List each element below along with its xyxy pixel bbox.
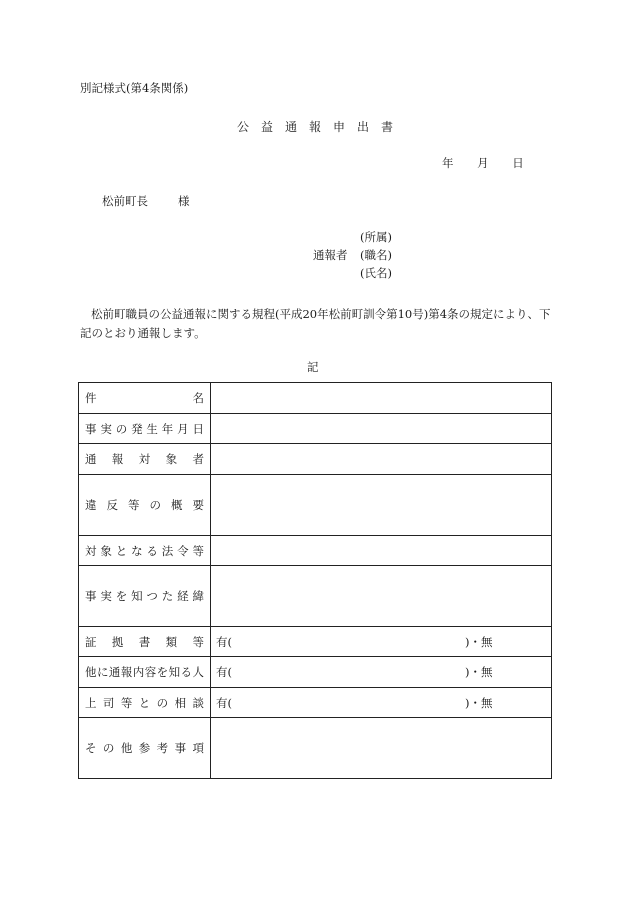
table-row (79, 414, 552, 444)
row-label: 他に通報内容を知る人 (79, 657, 211, 688)
reporter-position: (職名) (360, 248, 392, 262)
row-label: 事実を知つた経緯 (79, 566, 211, 627)
reporter-label: 通報者 (313, 248, 348, 262)
row-value-field[interactable] (211, 475, 552, 536)
reporter-affiliation: (所属) (360, 230, 392, 244)
row-label: その他参考事項 (79, 718, 211, 779)
table-row (79, 475, 552, 536)
row-label: 上司等との相談 (79, 688, 211, 718)
row-value-field[interactable] (211, 383, 552, 414)
yes-option: 有( (216, 665, 232, 679)
reporter-name: (氏名) (360, 266, 392, 280)
table-row (79, 383, 552, 414)
yes-option: 有( (216, 634, 232, 649)
table-row (79, 627, 552, 657)
addressee-honorific: 様 (178, 194, 190, 208)
row-value-field[interactable] (211, 718, 552, 779)
no-option: )・無 (465, 665, 493, 679)
table-row (79, 688, 552, 718)
form-label: 別記様式(第4条関係) (80, 81, 189, 95)
yes-option: 有( (216, 695, 232, 710)
row-value-field[interactable] (211, 536, 552, 566)
row-value-field[interactable] (211, 657, 552, 688)
table-row (79, 536, 552, 566)
addressee (102, 196, 190, 208)
row-value-field[interactable] (211, 566, 552, 627)
table-row (79, 566, 552, 627)
row-label: 件名 (79, 383, 211, 414)
table-row (79, 657, 552, 688)
report-table (78, 382, 552, 779)
row-label: 通報対象者 (79, 444, 211, 475)
no-option: )・無 (465, 634, 493, 649)
document-title: 公益通報申出書 (237, 120, 406, 134)
ki-heading: 記 (307, 360, 319, 374)
row-value-field[interactable] (211, 444, 552, 475)
row-value-field[interactable] (211, 414, 552, 444)
row-label: 違反等の概要 (79, 475, 211, 536)
row-value-field[interactable] (211, 688, 552, 718)
row-value-field[interactable] (211, 627, 552, 657)
body-text: 松前町職員の公益通報に関する規程(平成20年松前町訓令第10号)第4条の規定により、下記のとおり通報します。 (80, 307, 551, 340)
no-option: )・無 (465, 695, 493, 710)
table-row (79, 444, 552, 475)
date-line: 年 月 日 (442, 156, 524, 170)
table-row (79, 718, 552, 779)
row-label: 対象となる法令等 (79, 536, 211, 566)
row-label: 事実の発生年月日 (79, 414, 211, 444)
addressee-name: 松前町長 (102, 194, 148, 208)
row-label: 証拠書類等 (79, 627, 211, 657)
